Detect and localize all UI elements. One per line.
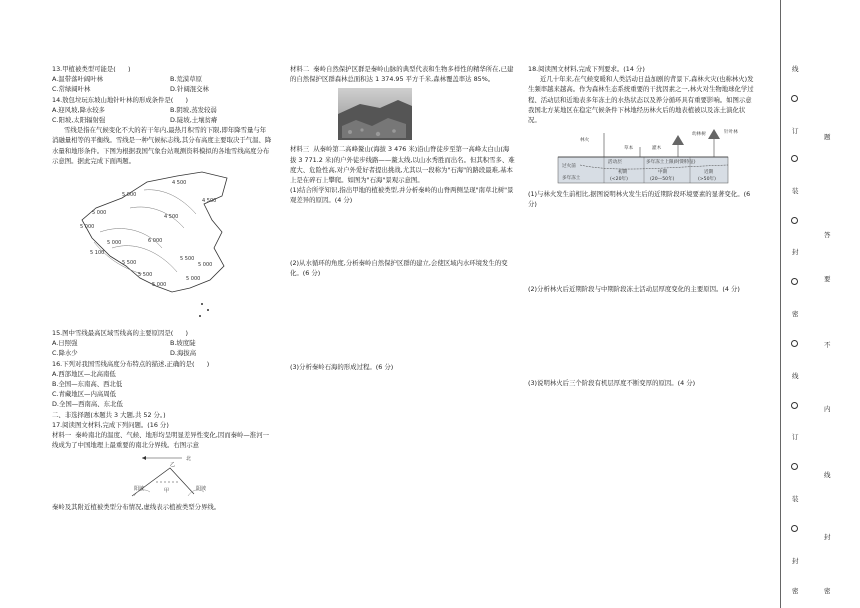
binding-strip — [780, 0, 860, 608]
binding-hole-icon — [791, 525, 798, 532]
q16-option-c: C.青藏地区—内高周低 — [52, 390, 117, 399]
q13-option-b: B.荒漠草原 — [170, 75, 202, 84]
q13-option-d: D.针阔混交林 — [170, 85, 209, 94]
binding-hole-icon — [791, 217, 798, 224]
q15-option-c: C.降水少 — [52, 349, 78, 358]
q16-option-d: D.全国—西南高、东北低 — [52, 400, 123, 409]
material-3: 材料三 从秦岭第二高峰鳌山(海拔 3 476 米)沿山脊徒步至第一高峰太白山(海拔 3 771.2 米)的户外徒步线路——鳌太线,以山水秀胜而出名。但其积雪多、难度大、危险性高,对户外爱好者提出挑战,尤其以一段称为"石海"的路段最难,基本上是在碎石上攀爬。如图为"石海"景观示意图。 — [290, 145, 515, 185]
fig-label: 针叶林 — [724, 130, 738, 136]
q16-stem: 16.下列对我国雪线高度分布特点的描述,正确的是( ) — [52, 359, 210, 368]
q14-option-a: A.迎风坡,降水较多 — [52, 105, 106, 114]
binding-label: 订 — [792, 433, 799, 441]
binding-hole-icon — [791, 95, 798, 102]
fig-label: 多年冻土上限(时期特征) — [646, 160, 696, 166]
map-label: 5 500 — [180, 256, 195, 263]
map-label: 5 500 — [122, 260, 137, 267]
notice-char: 内 — [824, 405, 831, 413]
snowline-intro: 雪线是指在气候变化不大的若干年内,最热月积雪的下限,即年降雪量与年消融量相等的平衡线。雪线是一种气候标志线,其分布高度主要取决于气温、降水量和地形条件。下图为根据我国气象台站观测资料模拟的各地雪线高度分布示意图。据此完成下面两题。 — [52, 126, 272, 165]
q15-option-b: B.坡度陡 — [170, 339, 196, 348]
fig-label: 灌木 — [652, 146, 662, 152]
notice-char: 答 — [824, 231, 831, 239]
q15-option-d: D.海拔高 — [170, 349, 197, 358]
q15-option-a: A.日照强 — [52, 339, 78, 348]
q18-stem: 18.阅读图文材料,完成下列要求。(14 分) — [528, 65, 645, 73]
map-label: 5 000 — [107, 240, 122, 247]
binding-label: 线 — [792, 65, 799, 73]
map-label: 5 000 — [122, 192, 137, 199]
binding-label: 订 — [792, 127, 799, 135]
binding-hole-icon — [791, 402, 798, 409]
q15-stem: 15.图中雪线最高区域雪线高的主要原因是( ) — [52, 329, 188, 338]
binding-hole-icon — [791, 463, 798, 470]
map-label: 6 000 — [148, 238, 163, 245]
q13-option-a: A.温带落叶阔叶林 — [52, 75, 104, 84]
fig-label: 过火前 — [562, 164, 576, 170]
q13-options — [52, 74, 272, 94]
binding-line — [780, 0, 781, 608]
q14-option-d: D.陡坡,土壤贫瘠 — [170, 116, 218, 125]
map-label: 5 000 — [152, 282, 167, 289]
map-label: 5 000 — [186, 276, 201, 283]
diagram-label-b: 阴坡 — [196, 486, 207, 493]
fig-label: 近期 — [704, 170, 714, 176]
q17-caption: 秦岭及其附近植被类型分布情况,虚线表示植被类型分界线。 — [52, 503, 221, 512]
map-label: 5 100 — [90, 250, 105, 257]
q18-part-2: (2)分析林火后近期阶段与中期阶段冻土活动层厚度变化的主要原因。(4 分) — [528, 284, 740, 293]
q17-part-3: (3)分析秦岭石海的形成过程。(6 分) — [290, 363, 394, 372]
q14-option-b: B.阴坡,蒸发较弱 — [170, 105, 217, 114]
q16-option-b: B.全国—东南高、西北低 — [52, 380, 123, 389]
binding-label: 封 — [792, 557, 799, 565]
fig-label: (>50年) — [698, 177, 716, 183]
notice-char: 封 — [824, 533, 831, 541]
binding-hole-icon — [791, 278, 798, 285]
fig-label: 初期 — [618, 170, 628, 176]
binding-label: 装 — [792, 187, 799, 195]
map-label: 5 000 — [198, 262, 213, 269]
diagram-label-north: 北 — [186, 456, 192, 463]
column-middle — [290, 64, 515, 372]
q15-options — [52, 338, 272, 358]
fig-label: 草本 — [624, 146, 634, 152]
fig-label: (20—50年) — [650, 177, 675, 183]
fig-label: 中期 — [658, 170, 668, 176]
q17-part-1: (1)结合所学知识,指出甲地的植被类型,并分析秦岭的山脊两侧呈现"南草北树"景观差异的原因。(4 分) — [290, 186, 514, 205]
material-2: 材料二 秦岭自然保护区群是秦岭山脉的典型代表和生物多样性的精华所在,已建的自然保护区群森林总面积达 1 374.95 平方千米,森林覆盖率达 85%。 — [290, 65, 514, 84]
fig-label: (<20年) — [610, 177, 628, 183]
diagram-label-yi: 乙 — [170, 462, 176, 469]
diagram-label-a: 阳坡 — [134, 486, 145, 493]
binding-label: 密 — [792, 587, 799, 595]
section-heading: 二、非选择题(本题共 3 大题,共 52 分。) — [52, 410, 166, 419]
snowline-map — [52, 168, 272, 326]
q14-stem: 14.敖包垃玩东坡山地针叶林的形成条件是( ) — [52, 95, 188, 104]
map-label: 5 000 — [80, 224, 95, 231]
map-label: 4 500 — [202, 198, 217, 205]
forest-fire-permafrost-diagram — [528, 127, 758, 187]
q17-part-2: (2)从水循环的角度,分析秦岭自然保护区群的建立,会使区域内水环境发生的变化。(6 分) — [290, 258, 508, 277]
binding-label: 装 — [792, 495, 799, 503]
fig-label: 多年冻土 — [562, 176, 581, 182]
notice-char: 线 — [824, 471, 831, 479]
binding-label: 密 — [792, 310, 799, 318]
q16-option-a: A.西部地区—北高南低 — [52, 369, 116, 378]
map-label: 4 500 — [164, 214, 179, 221]
notice-char: 密 — [824, 587, 831, 595]
column-right — [528, 64, 758, 388]
notice-char: 题 — [824, 133, 831, 141]
q14-options — [52, 105, 272, 125]
q18-part-3: (3)说明林火后三个阶段有机层厚度不断变厚的原因。(4 分) — [528, 378, 696, 387]
q18-material: 近几十年来,在气候变暖和人类活动日益加剧的背景下,森林火灾(也称林火)发生频率越来越高。作为森林生态系统重要的干扰因素之一,林火对生物地球化学过程、活动层和近地表多年冻土的水热状态以及养分循环具有重要影响。如图示意我国北方某地区在稳定气候条件下林地经历林火后的地表植被以及冻土演化状况。 — [528, 75, 754, 125]
map-label: 5 500 — [138, 272, 153, 279]
binding-label: 线 — [792, 372, 799, 380]
q17-stem: 17.阅读图文材料,完成下列问题。(16 分) — [52, 420, 169, 429]
q13-stem: 13.甲植被类型可能是( ) — [52, 65, 131, 73]
binding-hole-icon — [791, 340, 798, 347]
map-label: 4 500 — [172, 180, 187, 187]
q14-option-c: C.阳坡,太阳辐射强 — [52, 116, 106, 125]
column-left — [52, 64, 272, 513]
notice-char: 要 — [824, 275, 831, 283]
q17-material-1: 材料一 秦岭南北的温度、气候、地形均呈明显差异性变化,因而秦岭—淮河一线成为了中国地理上最重要的南北分界线。右图示意 — [52, 431, 269, 450]
fig-label: 幼林树 — [692, 132, 706, 138]
binding-hole-icon — [791, 155, 798, 162]
fig-label: 林火 — [580, 138, 590, 144]
q13-option-c: C.常绿阔叶林 — [52, 85, 91, 94]
fig-label: 活动层 — [608, 160, 622, 166]
stone-sea-photo — [290, 86, 515, 142]
qinling-vegetation-diagram — [52, 452, 272, 500]
diagram-label-jia: 甲 — [164, 488, 170, 495]
q18-part-1: (1)与林火发生前相比,据图说明林火发生后的近期阶段环境要素的显著变化。(6 分) — [528, 190, 753, 209]
binding-label: 封 — [792, 248, 799, 256]
notice-char: 不 — [824, 341, 831, 349]
map-label: 5 000 — [92, 210, 107, 217]
